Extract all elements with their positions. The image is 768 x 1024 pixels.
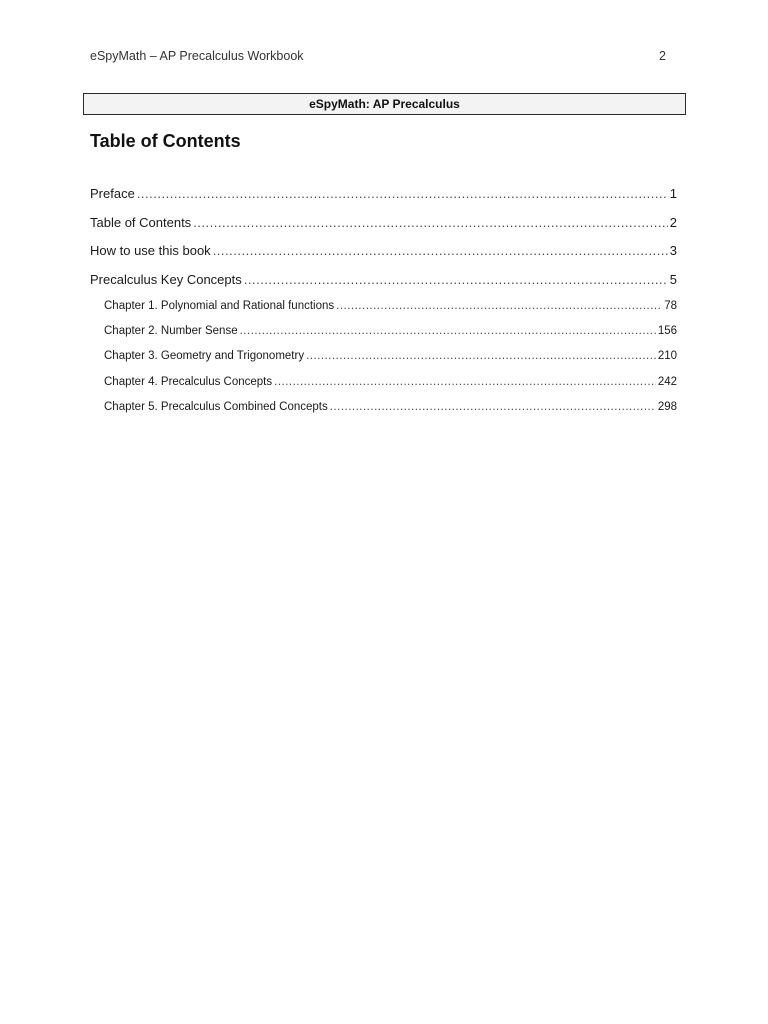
dot-leader bbox=[336, 294, 662, 319]
toc-entry-chapter-3[interactable] bbox=[90, 344, 677, 369]
dot-leader bbox=[240, 319, 656, 344]
toc-entry-label: Preface bbox=[90, 186, 135, 201]
toc-entry-chapter-5[interactable] bbox=[90, 395, 677, 420]
toc-entry-page: 78 bbox=[664, 300, 677, 312]
dot-leader bbox=[213, 237, 668, 265]
running-title: eSpyMath – AP Precalculus Workbook bbox=[90, 49, 304, 63]
toc-entry-chapter-1[interactable] bbox=[90, 294, 677, 319]
toc-entry-how-to-use[interactable] bbox=[90, 237, 677, 266]
toc-heading: Table of Contents bbox=[90, 131, 241, 151]
running-header bbox=[90, 46, 666, 66]
toc-entry-page: 1 bbox=[669, 186, 677, 201]
toc-entry-label: Chapter 2. Number Sense bbox=[104, 325, 238, 338]
toc-entry-label: Chapter 4. Precalculus Concepts bbox=[104, 375, 273, 388]
title-banner bbox=[83, 93, 686, 115]
toc-entry-page: 5 bbox=[669, 271, 677, 287]
page-number: 2 bbox=[659, 49, 666, 63]
toc-entry-page: 210 bbox=[657, 350, 677, 363]
toc-entry-key-concepts[interactable] bbox=[90, 266, 677, 295]
toc-entry-chapter-2[interactable] bbox=[90, 319, 677, 344]
toc-entry-page: 2 bbox=[669, 214, 677, 230]
toc-entry-preface[interactable] bbox=[90, 180, 677, 209]
dot-leader bbox=[306, 344, 656, 369]
toc-entry-page: 156 bbox=[657, 325, 677, 338]
toc-entry-page: 298 bbox=[657, 400, 677, 413]
toc-entry-table-of-contents[interactable] bbox=[90, 209, 677, 238]
banner-title: eSpyMath: AP Precalculus bbox=[309, 97, 460, 111]
toc-entry-page: 242 bbox=[657, 375, 677, 388]
toc-entry-page: 3 bbox=[669, 243, 677, 258]
dot-leader bbox=[193, 209, 668, 237]
dot-leader bbox=[274, 370, 656, 395]
toc-entry-label: Chapter 3. Geometry and Trigonometry bbox=[104, 350, 305, 363]
toc-entry-label: How to use this book bbox=[90, 243, 211, 258]
dot-leader bbox=[137, 180, 668, 208]
dot-leader bbox=[244, 266, 668, 294]
toc-list bbox=[90, 180, 677, 420]
toc-entry-label: Chapter 1. Polynomial and Rational functions bbox=[104, 300, 335, 312]
toc-entry-chapter-4[interactable] bbox=[90, 370, 677, 395]
toc-entry-label: Table of Contents bbox=[90, 214, 192, 230]
toc-entry-label: Chapter 5. Precalculus Combined Concepts bbox=[104, 400, 328, 413]
dot-leader bbox=[330, 395, 656, 420]
toc-entry-label: Precalculus Key Concepts bbox=[90, 271, 242, 287]
